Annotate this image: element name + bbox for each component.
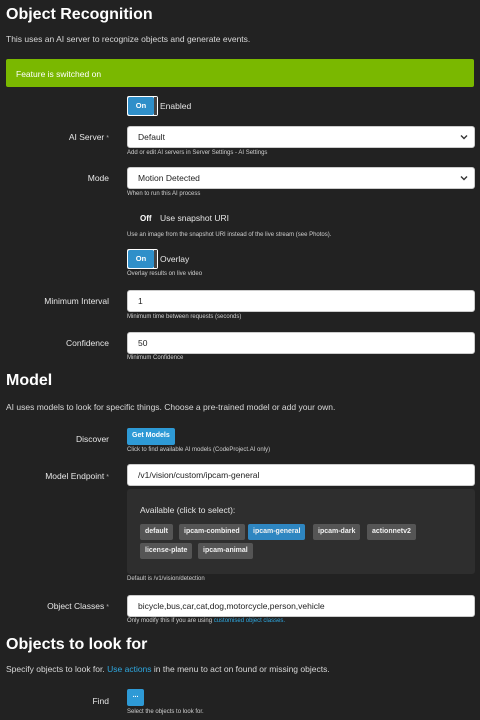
chevron-down-icon	[459, 173, 469, 183]
min-interval-input[interactable]: 1	[127, 290, 475, 312]
model-section-title: Model	[6, 372, 53, 389]
discover-label: Discover	[75, 434, 109, 444]
available-models-title: Available (click to select):	[140, 505, 236, 515]
model-section-intro: AI uses models to look for specific things. Choose a pre-trained model or add your own.	[6, 402, 336, 412]
get-models-button[interactable]: Get Models	[127, 428, 175, 445]
overlay-toggle-state: On	[128, 250, 154, 268]
find-label: Find	[92, 696, 109, 706]
snapshot-hint: Use an image from the snapshot URI instead of the live stream (see Photos).	[127, 232, 332, 238]
objects-section-intro: Specify objects to look for. Use actions in the menu to act on found or missing objects.	[6, 664, 330, 674]
endpoint-label: Model Endpoint *	[45, 471, 109, 481]
mode-hint: When to run this AI process	[127, 191, 201, 197]
confidence-hint: Minimum Confidence	[127, 355, 184, 361]
ai-server-label: AI Server *	[68, 132, 109, 142]
model-chip-ipcam-general[interactable]: ipcam-general	[248, 524, 305, 540]
overlay-label: Overlay	[160, 254, 190, 264]
available-models-panel	[127, 489, 475, 574]
customised-object-classes-link[interactable]: customised object classes.	[213, 618, 286, 624]
model-chip-ipcam-combined[interactable]: ipcam-combined	[179, 524, 245, 540]
enabled-toggle-state: On	[128, 97, 154, 115]
model-chip-actionnetv2[interactable]: actionnetv2	[367, 524, 416, 540]
enabled-label: Enabled	[160, 101, 192, 111]
model-chip-license-plate[interactable]: license-plate	[140, 543, 192, 559]
use-actions-link[interactable]: Use actions	[107, 664, 152, 674]
ai-server-select[interactable]: Default	[127, 126, 475, 148]
section-intro: This uses an AI server to recognize objects and generate events.	[6, 34, 251, 44]
discover-hint: Click to find available AI models (CodeProject.AI only)	[127, 447, 271, 453]
endpoint-input[interactable]: /v1/vision/custom/ipcam-general	[127, 464, 475, 486]
confidence-label: Confidence	[65, 338, 109, 348]
object-classes-input[interactable]: bicycle,bus,car,cat,dog,motorcycle,person,vehicle	[127, 595, 475, 617]
find-objects-button[interactable]: ...	[127, 689, 144, 706]
model-chip-ipcam-animal[interactable]: ipcam-animal	[198, 543, 253, 559]
status-banner: Feature is switched on	[6, 59, 474, 87]
ai-server-hint: Add or edit AI servers in Server Settings - AI Settings	[127, 150, 268, 156]
min-interval-label: Minimum Interval	[44, 296, 109, 306]
objects-section-title: Objects to look for	[6, 636, 148, 653]
overlay-hint: Overlay results on live video	[127, 271, 203, 277]
mode-select[interactable]: Motion Detected	[127, 167, 475, 189]
endpoint-hint: Default is /v1/vision/detection	[127, 576, 205, 582]
model-chip-default[interactable]: default	[140, 524, 173, 540]
snapshot-label: Use snapshot URI	[160, 213, 229, 223]
find-hint: Select the objects to look for.	[127, 709, 204, 715]
overlay-toggle[interactable]	[127, 249, 158, 269]
snapshot-toggle[interactable]: Off	[140, 214, 152, 223]
mode-label: Mode	[87, 173, 109, 183]
page-title: Object Recognition	[6, 6, 153, 23]
model-chip-ipcam-dark[interactable]: ipcam-dark	[313, 524, 360, 540]
min-interval-hint: Minimum time between requests (seconds)	[127, 314, 242, 320]
object-classes-label: Object Classes *	[47, 601, 109, 611]
confidence-input[interactable]: 50	[127, 332, 475, 354]
enabled-toggle[interactable]	[127, 96, 158, 116]
chevron-down-icon	[459, 132, 469, 142]
object-classes-hint: Only modify this if you are using customised object classes.	[127, 618, 286, 624]
